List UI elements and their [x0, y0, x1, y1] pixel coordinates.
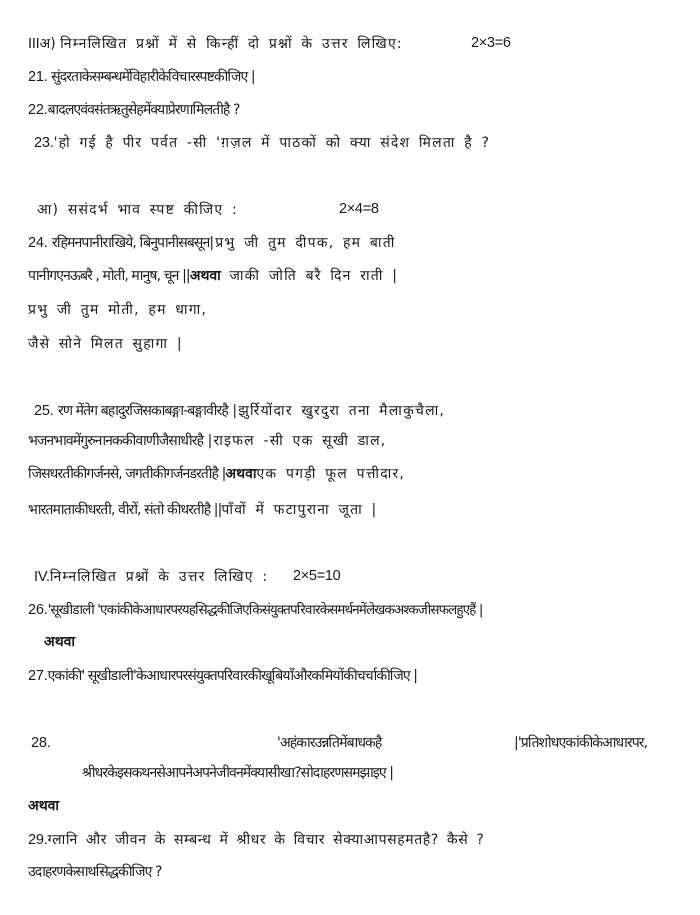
- marks-label: 2×5=10: [293, 568, 341, 584]
- question-25-line-2: [28, 431, 386, 451]
- question-number: 25.: [34, 403, 54, 419]
- poem-text: जिसधरतीकीगर्जनसे, जगतीकीगर्जनडरतीहै |: [28, 466, 226, 482]
- poem-text: जाकी जोति बरै दिन राती |: [220, 268, 399, 284]
- section-4-heading: [34, 567, 268, 587]
- question-28-line-1-end: |'प्रतिशोधएकांकीकेआधारपर,: [514, 735, 648, 751]
- question-number: 23.: [34, 135, 54, 151]
- poem-text: |झुर्रियोंदार खुरदुरा तना मैलाकुचैला,: [232, 403, 446, 419]
- question-number: 21.: [28, 69, 48, 85]
- question-26: [28, 600, 483, 620]
- question-number: 27.: [28, 668, 48, 684]
- question-text: एकांकी' सूखीडाली'केआधारपरसंयुक्तपरिवारकीखूबियाँऔरकमियोंकीचर्चाकीजिए |: [47, 668, 418, 684]
- question-25-line-1: [34, 401, 445, 421]
- question-number: 24.: [28, 235, 48, 251]
- poem-text: रहिमनपानीराखिये, बिनुपानीसबसून: [52, 235, 210, 251]
- question-29-line-2: उदाहरणकेसाथसिद्धकीजिए ?: [28, 864, 162, 880]
- question-24-line-2: [28, 266, 398, 286]
- or-label: अथवा: [44, 634, 76, 650]
- or-label: अथवा: [28, 798, 60, 814]
- section-3a-heading: [28, 34, 403, 54]
- section-number: IV.: [34, 569, 50, 585]
- question-text: ग्लानि और जीवन के सम्बन्ध में श्रीधर के विचार सेक्याआपसहमतहै? कैसे ?: [47, 832, 485, 848]
- question-24-line-1: [28, 233, 396, 253]
- question-25-line-4: [28, 500, 377, 520]
- question-22: [28, 100, 240, 120]
- question-24-line-3: प्रभु जी तुम मोती, हम धागा,: [28, 302, 208, 318]
- question-28-number: 28.: [31, 735, 51, 751]
- marks-label: 2×3=6: [471, 35, 511, 51]
- section-number: III: [28, 36, 40, 52]
- poem-text: रण मेंतेग बहादुरजिसकाबङ्गा-बङ्गावीरहै: [58, 403, 228, 419]
- question-28-line-2: श्रीधरकेइसकथनसेआपनेअपनेजीवनमेंक्यासीखा?सोदाहरणसमझाइए |: [82, 765, 394, 781]
- question-21: [28, 67, 255, 87]
- poem-text: एक पगड़ी फूल पत्तीदार,: [256, 466, 406, 482]
- question-25-line-3: [28, 464, 405, 484]
- poem-text: |राइफल -सी एक सूखी डाल,: [207, 433, 387, 449]
- question-24-line-4: जैसे सोने मिलत सुहागा |: [28, 336, 183, 352]
- section-3b-heading: [37, 200, 238, 220]
- poem-text: |प्रभु जी तुम दीपक, हम बाती: [209, 235, 396, 251]
- question-text: 'हो गई है पीर पर्वत -सी 'ग़ज़ल में पाठकों को क्या संदेश मिलता है ?: [53, 135, 491, 151]
- question-27: [28, 666, 417, 686]
- question-text: 'सूखीडाली 'एकांकीकेआधारपरयहसिद्धकीजिएकिसंयुक्तपरिवारकेसमर्थनमेंलेखकअश्कजीसफलहुएहैं |: [47, 602, 483, 618]
- or-label: अथवा: [225, 466, 257, 482]
- question-number: 22.: [28, 102, 48, 118]
- question-number: 26.: [28, 602, 48, 618]
- section-instruction: निम्नलिखित प्रश्नों के उत्तर लिखिए :: [49, 569, 269, 585]
- poem-text: भजनभावमेंगुरुनानककीवाणीजैसाधीरहै: [28, 433, 204, 449]
- question-text: सुंदरताकेसम्बन्धमेंविहारीकेविचारस्पष्टकीजिए |: [51, 69, 255, 85]
- question-28-quote: 'अहंकारउन्नतिमेंबाधकहै: [277, 735, 382, 751]
- question-23: [34, 133, 490, 153]
- poem-text: भारतमाताकीधरती, वीरों, संतो कीधरतीहै ||: [28, 502, 222, 518]
- marks-label: 2×4=8: [339, 201, 379, 217]
- section-instruction: निम्नलिखित प्रश्नों में से किन्हीं दो प्रश्नों के उत्तर लिखिए:: [60, 36, 403, 52]
- question-number: 29.: [28, 832, 48, 848]
- poem-text: पानीगएनऊबरै , मोती, मानुष, चून ||: [28, 268, 190, 284]
- question-29-line-1: [28, 830, 484, 850]
- section-label: अ): [39, 36, 56, 52]
- section-instruction: ससंदर्भ भाव स्पष्ट कीजिए :: [67, 202, 238, 218]
- poem-text: पाँवों में फटापुराना जूता |: [221, 502, 378, 518]
- question-text: बादलएवंवसंतऋतुसेहमेंक्याप्रेरणामिलतीहै ?: [47, 102, 240, 118]
- section-label: आ): [37, 202, 60, 218]
- or-label: अथवा: [189, 268, 221, 284]
